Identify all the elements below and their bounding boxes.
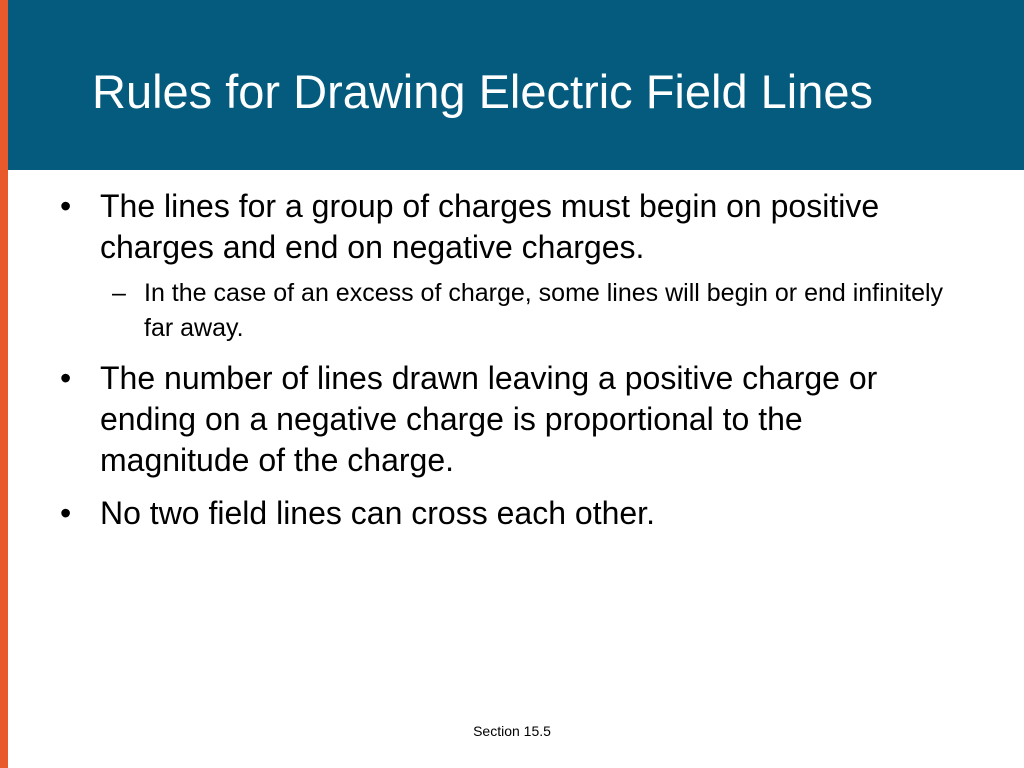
sub-bullet-text: In the case of an excess of charge, some lines will begin or end infinitely far away. [144, 279, 944, 342]
bullet-text: The number of lines drawn leaving a positive charge or ending on a negative charge is proportional to the magnitude of the charge. [100, 360, 878, 478]
bullet-text: No two field lines can cross each other. [100, 495, 655, 531]
bullet-item [60, 493, 960, 534]
accent-stripe [0, 0, 8, 768]
sub-bullet-list [100, 276, 960, 346]
bullet-list [60, 186, 960, 546]
bullet-marker: • [60, 360, 72, 396]
sub-bullet-marker: – [112, 279, 126, 307]
bullet-text: The lines for a group of charges must begin on positive charges and end on negative charges. [100, 188, 880, 265]
bullet-marker: • [60, 495, 72, 531]
sub-bullet-item [100, 276, 960, 346]
bullet-marker: • [60, 188, 72, 224]
bullet-item [60, 186, 960, 346]
bullet-item [60, 358, 960, 481]
slide-title: Rules for Drawing Electric Field Lines [92, 65, 874, 118]
footer-section-label: Section 15.5 [473, 723, 551, 739]
